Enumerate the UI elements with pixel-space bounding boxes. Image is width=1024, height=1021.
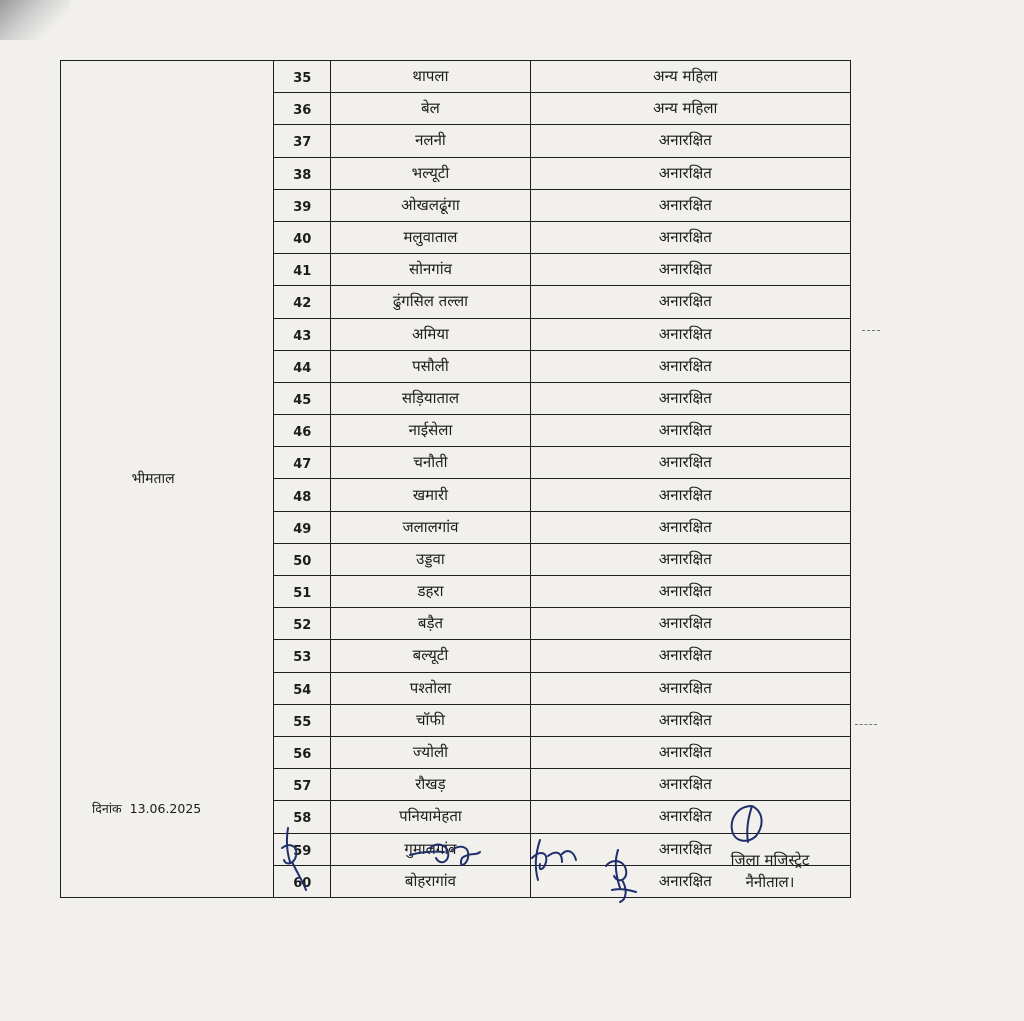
reservation-category: अनारक्षित <box>530 769 850 801</box>
reservation-category: अनारक्षित <box>530 672 850 704</box>
table-row <box>61 61 851 93</box>
reservation-category: अन्य महिला <box>530 61 850 93</box>
village-name: ओखलढूंगा <box>331 189 530 221</box>
village-name: पसौली <box>331 350 530 382</box>
reservation-category: अनारक्षित <box>530 833 850 865</box>
serial-number: 56 <box>274 736 331 768</box>
reservation-category: अनारक्षित <box>530 415 850 447</box>
serial-number: 42 <box>274 286 331 318</box>
serial-number: 52 <box>274 608 331 640</box>
village-name: थापला <box>331 61 530 93</box>
village-name: उड्डवा <box>331 543 530 575</box>
reservation-category: अनारक्षित <box>530 318 850 350</box>
serial-number: 35 <box>274 61 331 93</box>
block-name-cell: भीमताल <box>61 61 274 898</box>
serial-number: 58 <box>274 801 331 833</box>
serial-number: 49 <box>274 511 331 543</box>
reservation-category: अनारक्षित <box>530 447 850 479</box>
village-name: बेल <box>331 93 530 125</box>
reservation-category: अनारक्षित <box>530 704 850 736</box>
village-name: चॉफी <box>331 704 530 736</box>
village-name: सोनगांव <box>331 254 530 286</box>
serial-number: 57 <box>274 769 331 801</box>
serial-number: 53 <box>274 640 331 672</box>
village-name: डहरा <box>331 576 530 608</box>
village-name: पनियामेहता <box>331 801 530 833</box>
village-name: बोहरागांव <box>331 865 530 897</box>
village-name: बड़ैत <box>331 608 530 640</box>
serial-number: 39 <box>274 189 331 221</box>
scan-mark <box>862 330 880 331</box>
reservation-category: अनारक्षित <box>530 576 850 608</box>
reservation-table <box>60 60 851 898</box>
date-label: दिनांक <box>92 801 122 816</box>
serial-number: 43 <box>274 318 331 350</box>
reservation-category: अनारक्षित <box>530 865 850 897</box>
village-name: बल्यूटी <box>331 640 530 672</box>
village-name: सड़ियाताल <box>331 382 530 414</box>
reservation-category: अनारक्षित <box>530 350 850 382</box>
village-name: पश्तोला <box>331 672 530 704</box>
serial-number: 59 <box>274 833 331 865</box>
table-body <box>61 61 851 898</box>
village-name: चनौती <box>331 447 530 479</box>
reservation-category: अनारक्षित <box>530 382 850 414</box>
serial-number: 60 <box>274 865 331 897</box>
village-name: जलालगांव <box>331 511 530 543</box>
reservation-category: अनारक्षित <box>530 608 850 640</box>
serial-number: 50 <box>274 543 331 575</box>
serial-number: 46 <box>274 415 331 447</box>
reservation-category: अनारक्षित <box>530 157 850 189</box>
reservation-category: अनारक्षित <box>530 189 850 221</box>
reservation-category: अनारक्षित <box>530 125 850 157</box>
designation: जिला मजिस्ट्रेट <box>730 851 810 869</box>
scan-shadow <box>0 0 70 40</box>
village-name: भल्यूटी <box>331 157 530 189</box>
serial-number: 36 <box>274 93 331 125</box>
village-name: रौखड़ <box>331 769 530 801</box>
reservation-category: अनारक्षित <box>530 640 850 672</box>
serial-number: 44 <box>274 350 331 382</box>
serial-number: 41 <box>274 254 331 286</box>
date-value: 13.06.2025 <box>129 801 202 816</box>
date-line <box>92 800 209 817</box>
reservation-category: अनारक्षित <box>530 479 850 511</box>
serial-number: 47 <box>274 447 331 479</box>
serial-number: 55 <box>274 704 331 736</box>
reservation-category: अनारक्षित <box>530 511 850 543</box>
reservation-category: अनारक्षित <box>530 286 850 318</box>
village-name: ढुंगसिल तल्ला <box>331 286 530 318</box>
reservation-category: अनारक्षित <box>530 221 850 253</box>
serial-number: 40 <box>274 221 331 253</box>
serial-number: 51 <box>274 576 331 608</box>
reservation-category: अनारक्षित <box>530 736 850 768</box>
village-name: नाईसेला <box>331 415 530 447</box>
reservation-category: अनारक्षित <box>530 254 850 286</box>
village-name: ज्योली <box>331 736 530 768</box>
place: नैनीताल। <box>745 872 795 891</box>
village-name: खमारी <box>331 479 530 511</box>
reservation-category: अनारक्षित <box>530 801 850 833</box>
village-name: गुमालगांव <box>331 833 530 865</box>
reservation-category: अनारक्षित <box>530 543 850 575</box>
village-name: मलुवाताल <box>331 221 530 253</box>
serial-number: 45 <box>274 382 331 414</box>
magistrate-block <box>700 850 840 894</box>
reservation-category: अन्य महिला <box>530 93 850 125</box>
serial-number: 54 <box>274 672 331 704</box>
serial-number: 48 <box>274 479 331 511</box>
serial-number: 38 <box>274 157 331 189</box>
village-name: नलनी <box>331 125 530 157</box>
serial-number: 37 <box>274 125 331 157</box>
village-name: अमिया <box>331 318 530 350</box>
scan-mark <box>855 724 877 725</box>
